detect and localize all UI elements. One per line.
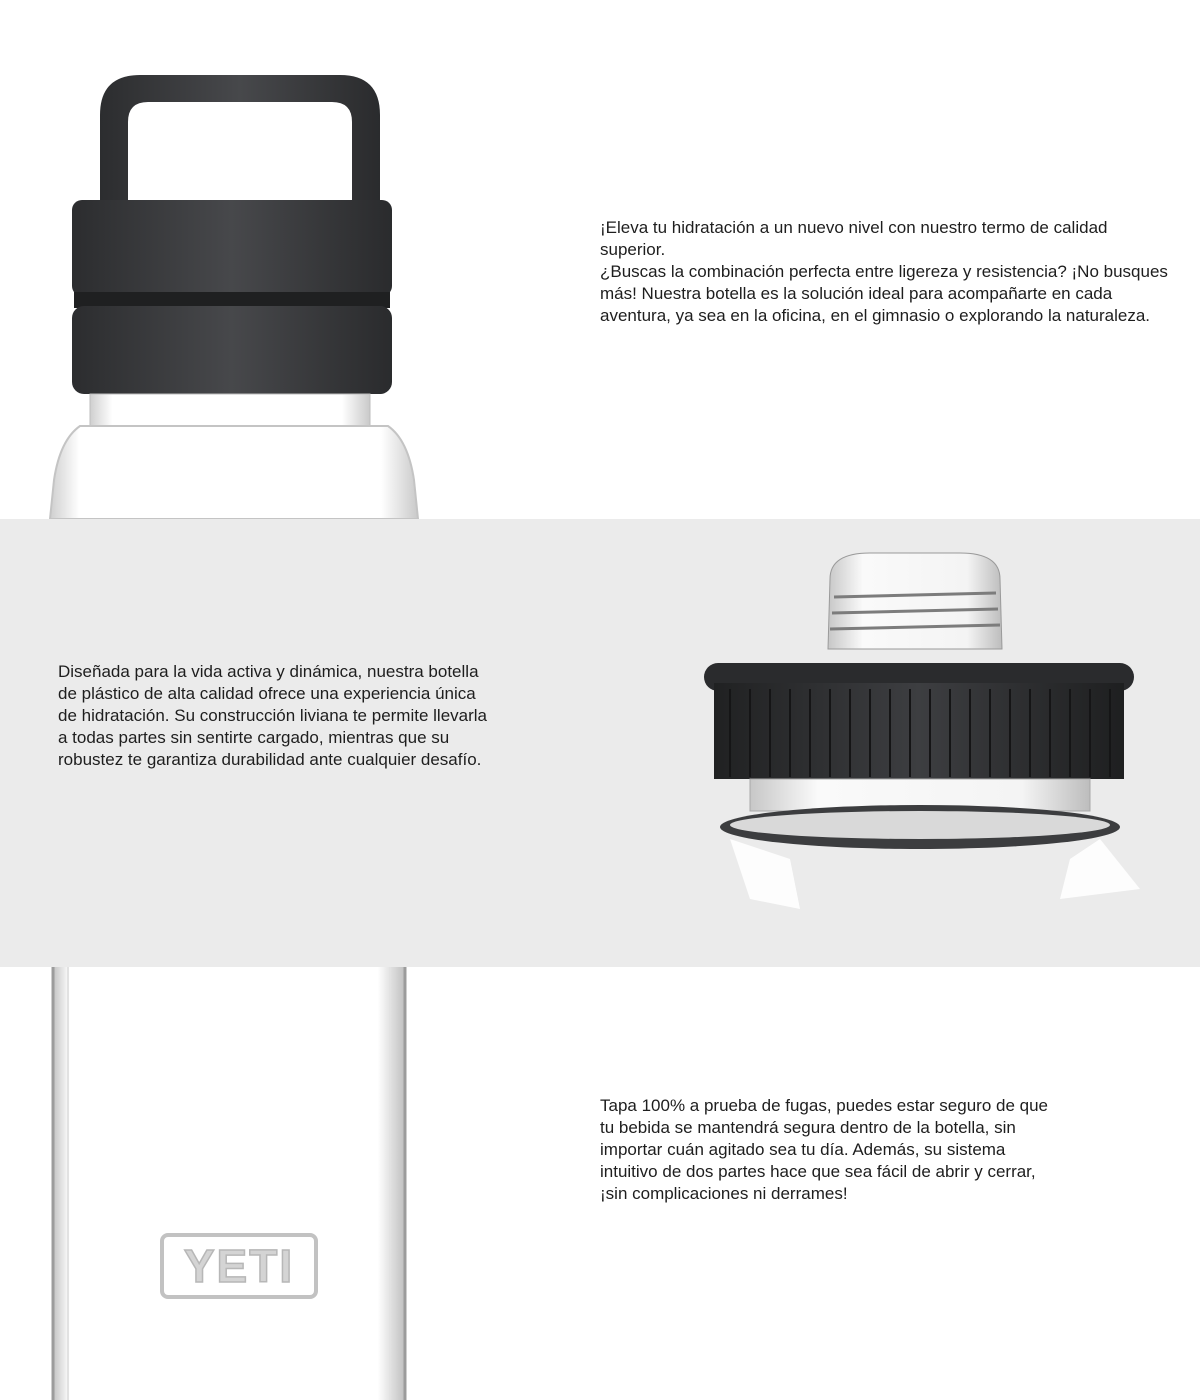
bottle-cap-handle-image <box>40 60 430 519</box>
yeti-logo: YETI <box>183 1240 295 1292</box>
feature-section-3 <box>0 967 1200 1400</box>
cap-detail-image <box>690 539 1160 939</box>
feature-section-2 <box>0 519 1200 967</box>
feature-section-1 <box>0 0 1200 519</box>
bottle-body-logo-image <box>40 967 430 1400</box>
intro-paragraph: ¡Eleva tu hidratación a un nuevo nivel con nuestro termo de calidad superior. ¿Buscas la combinación perfecta entre ligereza y resistencia? ¡No busques más! Nuestra botella es la solución ideal para acompañarte en cada aventura, ya sea en la oficina, en el gimnasio o explorando la naturaleza. <box>600 218 1168 325</box>
cap-paragraph: Tapa 100% a prueba de fugas, puedes estar seguro de que tu bebida se mantendrá segura dentro de la botella, sin importar cuán agitado sea tu día. Además, su sistema intuitivo de dos partes hace que sea fácil de abrir y cerrar, ¡sin complicaciones ni derrames! <box>600 1096 1049 1203</box>
design-paragraph: Diseñada para la vida activa y dinámica, nuestra botella de plástico de alta calidad ofrece una experiencia única de hidratación. Su construcción liviana te permite llevarla a todas partes sin sentirte cargado, mientras que su robustez te garantiza durabilidad ante cualquier desafío. <box>58 662 488 769</box>
